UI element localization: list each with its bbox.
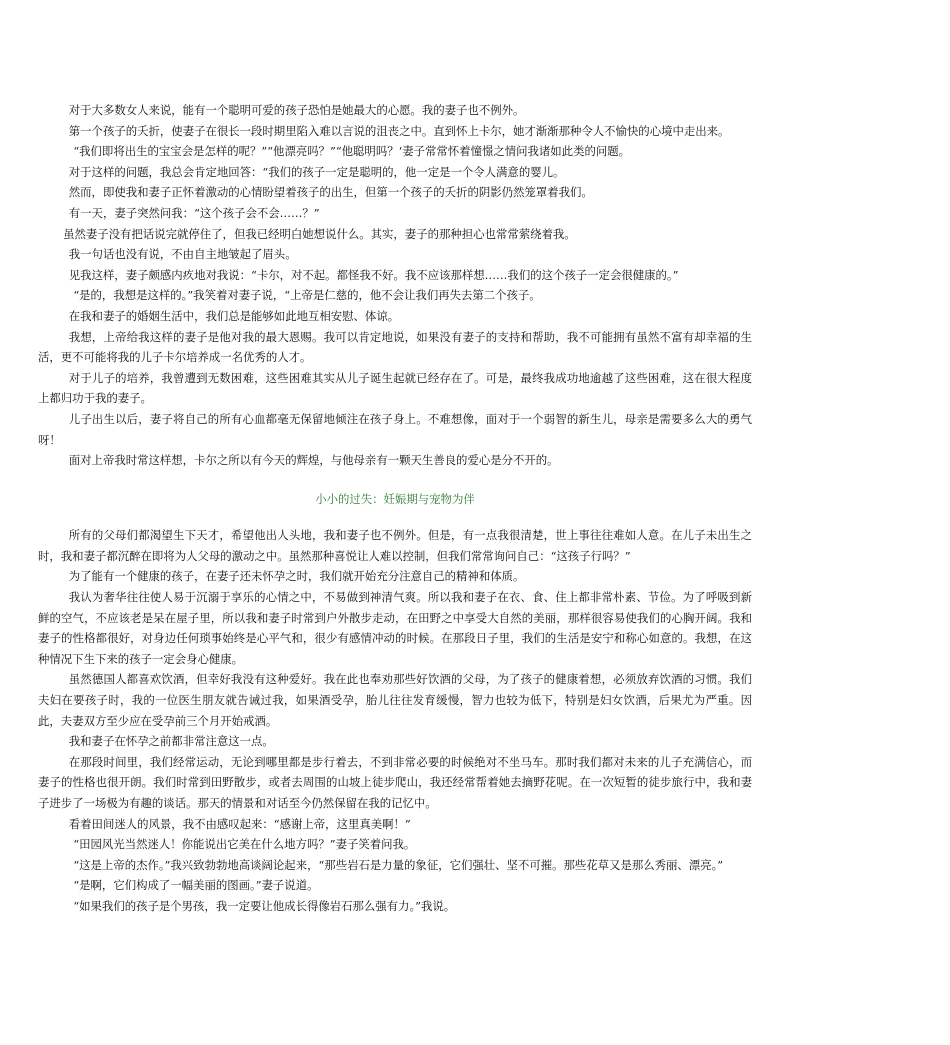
paragraph: 虽然妻子没有把话说完就停住了，但我已经明白她想说什么。其实，妻子的那种担心也常常萦绕着我。 bbox=[63, 226, 576, 241]
paragraph: 第一个孩子的夭折，使妻子在很长一段时期里陷入难以言说的沮丧之中。直到怀上卡尔，她才渐渐那种令人不愉快的心境中走出来。 bbox=[68, 123, 730, 138]
paragraph: 我想，上帝给我这样的妻子是他对我的最大恩赐。我可以肯定地说，如果没有妻子的支持和帮助，我不可能拥有虽然不富有却幸福的生活，更不可能将我的儿子卡尔培养成一名优秀的人才。 bbox=[38, 329, 752, 365]
paragraph: “是的，我想是这样的。”我笑着对妻子说，“上帝是仁慈的，他不会让我们再失去第二个孩子。 bbox=[73, 288, 541, 303]
paragraph: 对于儿子的培养，我曾遭到无数困难，这些困难其实从儿子诞生起就已经存在了。可是，最终我成功地逾越了这些困难，这在很大程度上都归功于我的妻子。 bbox=[38, 370, 752, 406]
paragraph: 然而，即使我和妻子正怀着激动的心情盼望着孩子的出生，但第一个孩子的夭折的阴影仍然笼罩着我们。 bbox=[68, 185, 593, 200]
paragraph: 为了能有一个健康的孩子，在妻子还未怀孕之时，我们就开始充分注意自己的精神和体质。 bbox=[68, 569, 525, 584]
paragraph: “我们即将出生的宝宝会是怎样的呢？”“他漂亮吗？”“他聪明吗？‘妻子常常怀着憧憬之情问我诸如此类的问题。 bbox=[73, 144, 631, 159]
paragraph: “这是上帝的杰作。”我兴致勃勃地高谈阔论起来，“那些岩石是力量的象征，它们强壮、坚不可摧。那些花草又是那么秀丽、漂亮。” bbox=[73, 857, 724, 872]
paragraph: 看着田间迷人的风景，我不由感叹起来：“感谢上帝，这里真美啊！” bbox=[68, 816, 411, 831]
paragraph: 见我这样，妻子颇感内疚地对我说：“卡尔，对不起。都怪我不好。我不应该那样想……我们的这个孩子一定会很健康的。” bbox=[68, 267, 679, 282]
document-page bbox=[38, 100, 752, 917]
paragraph: 儿子出生以后，妻子将自己的所有心血都毫无保留地倾注在孩子身上。不难想像，面对于一个弱智的新生儿，母亲是需要多么大的勇气呀！ bbox=[38, 411, 752, 447]
paragraph: 在那段时间里，我们经常运动，无论到哪里都是步行着去，不到非常必要的时候绝对不坐马车。那时我们都对未来的儿子充满信心，而妻子的性格也很开朗。我们时常到田野散步，或者去周围的山坡上徒步爬山，我还经常帮着她去摘野花呢。在一次短暂的徒步旅行中，我和妻子进步了一场极为有趣的谈话。那天的情景和对话至今仍然保留在我的记忆中。 bbox=[38, 754, 752, 810]
section-title: 小小的过失：妊娠期与宠物为伴 bbox=[315, 491, 475, 506]
paragraph: 我和妻子在怀孕之前都非常注意这一点。 bbox=[68, 734, 274, 749]
paragraph: 对于大多数女人来说，能有一个聪明可爱的孩子恐怕是她最大的心愿。我的妻子也不例外。 bbox=[68, 103, 525, 117]
paragraph: 所有的父母们都渴望生下天才，希望他出人头地，我和妻子也不例外。但是，有一点我很清楚，世上事往往难如人意。在儿子未出生之时，我和妻子都沉醉在即将为人父母的激动之中。虽然那种喜悦让人难以控制，但我们常常询问自己：“这孩子行吗？” bbox=[38, 528, 752, 563]
paragraph: 我认为奢华往往使人易于沉溺于享乐的心情之中，不易做到神清气爽。所以我和妻子在衣、食、住上都非常朴素、节俭。为了呼吸到新鲜的空气，不应该老是呆在屋子里，所以我和妻子时常到户外散步走动，在田野之中享受大自然的美丽，那样很容易使我们的心胸开阔。我和妻子的性格都很好，对身边任何琐事始终是心平气和，很少有感情冲动的时候。在那段日子里，我们的生活是安宁和称心如意的。我想，在这种情况下生下来的孩子一定会身心健康。 bbox=[38, 590, 752, 666]
paragraph: 面对上帝我时常这样想，卡尔之所以有今天的辉煌，与他母亲有一颗天生善良的爱心是分不开的。 bbox=[68, 453, 559, 468]
paragraph: “如果我们的孩子是个男孩，我一定要让他成长得像岩石那么强有力。”我说。 bbox=[73, 898, 456, 913]
paragraph: “是啊，它们构成了一幅美丽的图画。”妻子说道。 bbox=[73, 878, 319, 893]
paragraph: 对于这样的问题，我总会肯定地回答：“我们的孩子一定是聪明的，他一定是一个令人满意的婴儿。 bbox=[68, 164, 565, 179]
paragraph: 在我和妻子的婚姻生活中，我们总是能够如此地互相安慰、体谅。 bbox=[68, 308, 400, 323]
paragraph: 有一天，妻子突然问我：“这个孩子会不会……？” bbox=[68, 205, 320, 220]
paragraph: 我一句话也没有说，不由自主地皱起了眉头。 bbox=[68, 247, 297, 262]
paragraph: 虽然德国人都喜欢饮酒，但幸好我没有这种爱好。我在此也奉劝那些好饮酒的父母，为了孩子的健康着想，必须放弃饮酒的习惯。我们夫妇在要孩子时，我的一位医生朋友就告诫过我，如果酒受孕，胎儿往往发育缓慢，智力也较为低下，特别是妇女饮酒，后果尤为严重。因此，夫妻双方至少应在受孕前三个月开始戒酒。 bbox=[38, 672, 752, 728]
part2-paragraphs bbox=[38, 525, 752, 916]
paragraph: “田园风光当然迷人！你能说出它美在什么地方吗？”妻子笑着问我。 bbox=[73, 837, 416, 852]
part1-paragraphs bbox=[38, 100, 752, 471]
